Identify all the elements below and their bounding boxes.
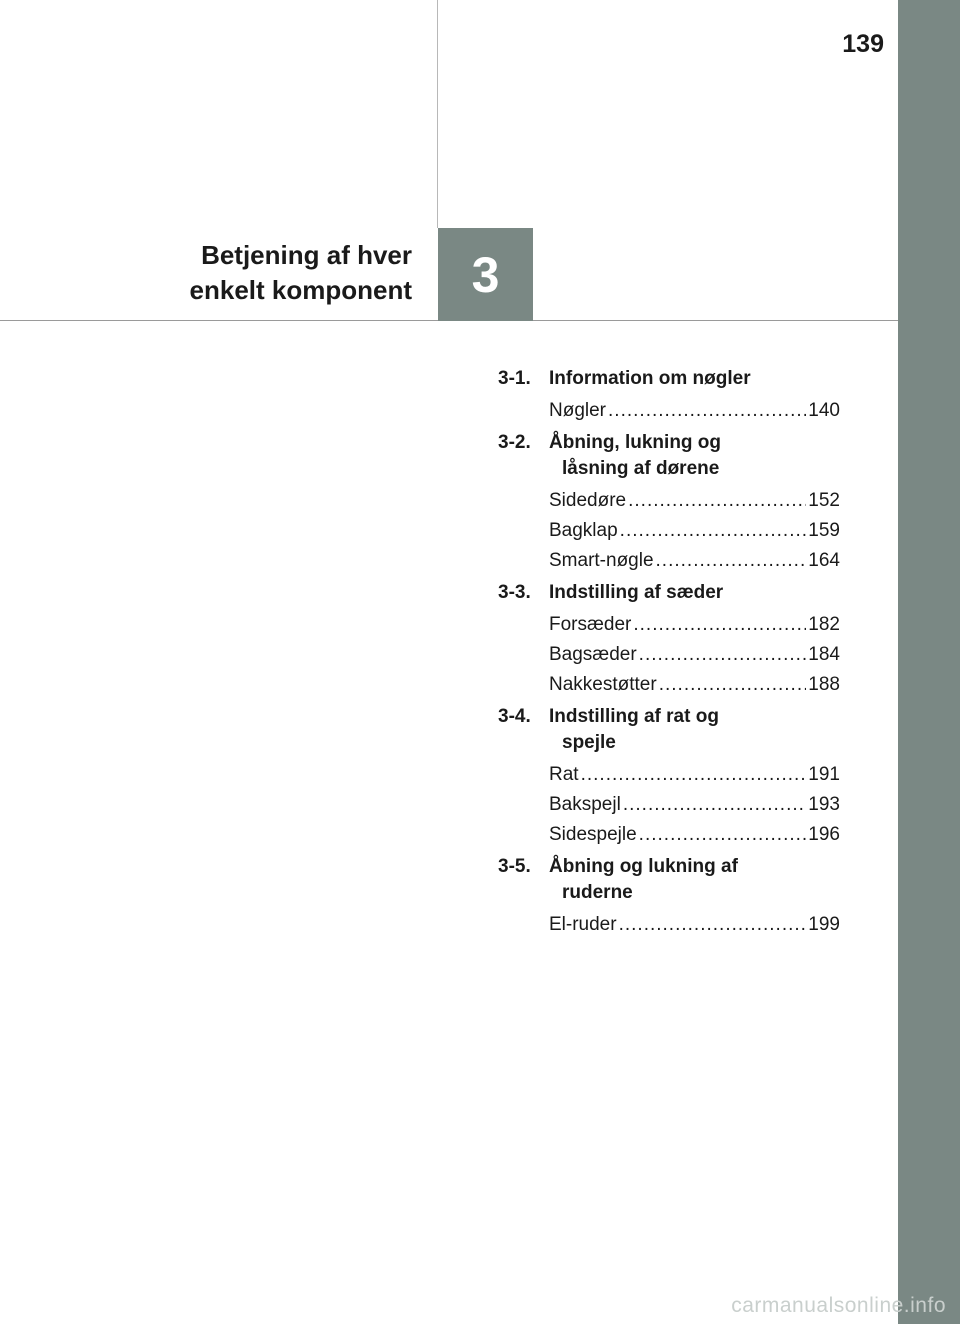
entry-label: Bagsæder (549, 644, 637, 665)
toc-section-3-4 (498, 704, 840, 850)
section-number: 3-4. (498, 706, 531, 727)
toc-section-3-5 (498, 854, 840, 940)
toc-section-3-1 (498, 366, 840, 426)
toc-entry[interactable] (549, 820, 840, 850)
leader-dots (608, 396, 806, 426)
chapter-title-line-2: enkelt komponent (189, 275, 412, 305)
entry-label: El-ruder (549, 914, 617, 935)
entry-label: Sidedøre (549, 490, 627, 511)
section-number: 3-1. (498, 368, 531, 389)
entry-page: 191 (808, 764, 840, 785)
leader-dots (656, 546, 807, 576)
toc-entry[interactable] (549, 790, 840, 820)
entry-page: 196 (808, 824, 840, 845)
section-title: Åbning og lukning af (549, 856, 738, 877)
watermark: carmanualsonline.info (731, 1294, 946, 1317)
entry-label: Nakkestøtter (549, 674, 657, 695)
toc-entry[interactable] (549, 486, 840, 516)
entry-page: 164 (808, 550, 840, 571)
section-title: Indstilling af sæder (549, 582, 724, 603)
entry-label: Bagklap (549, 520, 618, 541)
table-of-contents (498, 366, 840, 944)
toc-entry[interactable] (549, 396, 840, 426)
leader-dots (659, 670, 807, 700)
toc-section-3-2 (498, 430, 840, 576)
chapter-number-box (438, 228, 533, 321)
section-number: 3-2. (498, 432, 531, 453)
leader-dots (628, 486, 806, 516)
chapter-number: 3 (471, 246, 500, 303)
entry-label: Forsæder (549, 614, 632, 635)
entry-page: 184 (808, 644, 840, 665)
section-number: 3-3. (498, 582, 531, 603)
page-number: 139 (842, 30, 884, 58)
leader-dots (633, 610, 806, 640)
toc-entry[interactable] (549, 910, 840, 940)
section-number: 3-5. (498, 856, 531, 877)
entry-page: 193 (808, 794, 840, 815)
entry-page: 159 (808, 520, 840, 541)
section-title-continued: spejle (562, 732, 616, 753)
leader-dots (620, 516, 807, 546)
toc-entry[interactable] (549, 670, 840, 700)
vertical-divider (437, 0, 438, 228)
entry-page: 140 (808, 400, 840, 421)
entry-label: Bakspejl (549, 794, 621, 815)
section-title-continued: låsning af dørene (562, 458, 720, 479)
section-title: Åbning, lukning og (549, 432, 722, 453)
entry-label: Nøgler (549, 400, 607, 421)
entry-label: Rat (549, 764, 579, 785)
entry-page: 199 (808, 914, 840, 935)
leader-dots (639, 820, 807, 850)
leader-dots (639, 640, 807, 670)
toc-entry[interactable] (549, 516, 840, 546)
toc-section-3-3 (498, 580, 840, 700)
side-tab-bar (898, 0, 960, 1324)
entry-page: 182 (808, 614, 840, 635)
entry-page: 188 (808, 674, 840, 695)
leader-dots (581, 760, 807, 790)
leader-dots (623, 790, 806, 820)
entry-page: 152 (808, 490, 840, 511)
section-title-continued: ruderne (562, 882, 633, 903)
section-title: Indstilling af rat og (549, 706, 719, 727)
toc-entry[interactable] (549, 760, 840, 790)
entry-label: Sidespejle (549, 824, 637, 845)
entry-label: Smart-nøgle (549, 550, 654, 571)
toc-entry[interactable] (549, 610, 840, 640)
toc-entry[interactable] (549, 546, 840, 576)
chapter-title-line-1: Betjening af hver (201, 240, 412, 270)
section-title: Information om nøgler (549, 368, 751, 389)
toc-entry[interactable] (549, 640, 840, 670)
leader-dots (619, 910, 807, 940)
chapter-title (190, 238, 412, 308)
